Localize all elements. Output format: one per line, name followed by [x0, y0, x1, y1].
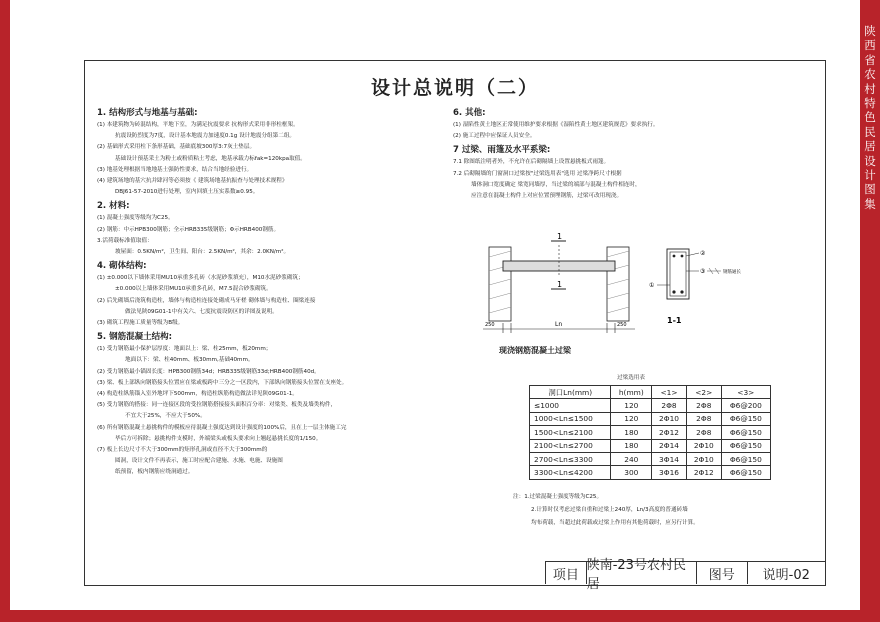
table-cell: 2Φ12 [652, 426, 687, 439]
lintel-table [529, 385, 771, 480]
paragraph-line: (1) 受力钢筋最小保护层厚度：地面以上：梁、柱25mm，板20mm； [97, 346, 272, 353]
left-support-dim: 250 [485, 322, 495, 328]
paragraph-line: 不宜大于25%，不应大于50%。 [125, 413, 206, 420]
paragraph-line: 纸预留，板内钢筋应绕洞通过。 [115, 469, 194, 476]
paragraph-line: 地面以下：梁、柱40mm、板30mm,基础40mm。 [125, 357, 254, 364]
paragraph-line: (1) 本建筑物为砖混结构，平地下室，为满足抗震要求 抗构形式采用非形柱框架。 [97, 122, 299, 128]
beam-caption: 现浇钢筋混凝土过梁 [499, 346, 571, 355]
wall-hatch [707, 268, 721, 274]
drawing-frame [84, 60, 826, 592]
table-header-cell: <1> [652, 386, 687, 399]
side-title [860, 24, 880, 211]
right-support-dim: 250 [617, 322, 627, 328]
side-title-char: 色 [864, 110, 876, 125]
left-column [97, 105, 437, 479]
section-heading: 6. 其他: [453, 108, 486, 118]
paragraph-line: 毕后方可拆除；悬挑构件支模时，外端梁头或板头要求向上翘起悬挑长度的1/150。 [115, 435, 322, 442]
table-header-cell: <3> [721, 386, 770, 399]
drawing-number: 说明-02 [748, 562, 826, 584]
detail-caption: 1-1 [667, 316, 682, 325]
section-heading: 7 过梁、雨篷及水平系梁: [453, 145, 551, 156]
table-cell: 2Φ14 [652, 439, 687, 452]
paragraph-line: 7.2 后砌隔墙的门窗洞口过梁按"过梁选用表"选用 过梁净跨尺寸根据 [453, 170, 622, 177]
table-cell: 1500<Ln≤2100 [530, 426, 611, 439]
side-title-char: 村 [864, 81, 876, 96]
table-caption: 过梁选用表 [617, 375, 645, 381]
bar-label-2: ② [700, 250, 706, 257]
bar-label-3: ③ [700, 268, 706, 275]
paragraph-line: (1) 湿陷性黄土地区正常使用维护要求根据《湿陷性黄土地区建筑规范》要求执行。 [453, 122, 659, 128]
section-detail-drawing [637, 241, 757, 331]
paragraph-line: (5) 受力钢筋的搭接：同一连接区段的受拉钢筋搭接接头面积百分率：对梁类、板类及墙类构件， [97, 402, 337, 409]
table-cell: 2Φ8 [652, 399, 687, 412]
paragraph-line: DBJ61-57-2010进行处理，室内回填土压实系数≥0.95。 [115, 189, 259, 196]
table-row [530, 399, 771, 412]
beam-elevation-drawing [469, 221, 649, 341]
paragraph-line: 抗震设防烈度为7度，设计基本地震力加速度0.1g 设计地震分组第二组。 [115, 133, 296, 140]
table-cell: 3Φ14 [652, 452, 687, 465]
bottom-red-strip [10, 610, 860, 622]
bottom-bar [672, 290, 675, 293]
table-cell: 2700<Ln≤3300 [530, 452, 611, 465]
side-title-char: 农 [864, 67, 876, 82]
table-cell: 2Φ10 [686, 452, 721, 465]
table-cell: 2Φ12 [686, 466, 721, 479]
side-title-char: 省 [864, 52, 876, 67]
paragraph-line: (6) 所有钢筋混凝土悬挑构件的模板应待混凝土强度达到设计强度的100%后，且在上一层主体施工完 [97, 424, 347, 431]
table-cell: 180 [611, 426, 652, 439]
paragraph-line: 应注意在混凝土构件上对应位置预埋钢筋，过梁可改用现浇。 [471, 193, 623, 200]
table-cell: 3Φ16 [652, 466, 687, 479]
table-row [530, 452, 771, 465]
table-cell: Φ6@150 [721, 426, 770, 439]
side-title-char: 设 [864, 153, 876, 168]
wall-hatch-left [489, 251, 511, 313]
paragraph-line: 做法见陕09G01-1中有关六、七度抗震设防区的详图及说明。 [125, 308, 278, 315]
project-label: 项目 [546, 562, 587, 584]
table-cell: Φ6@150 [721, 452, 770, 465]
paragraph-line: (4) 构造柱纵筋锚入室外地坪下500mm，构造柱纵筋构造做法详见陕09G01-1。 [97, 391, 298, 398]
note-line: 均布荷载，当超过此荷载或过梁上作用有其他荷载时，应另行计算。 [531, 520, 699, 526]
table-cell: ≤1000 [530, 399, 611, 412]
paragraph-line: 基础设计预基采土为粉土或粉质粘土考虑，地基承载力标fak=120kpa取值。 [115, 155, 306, 162]
section-heading: 2. 材料: [97, 201, 130, 212]
table-cell: Φ6@150 [721, 466, 770, 479]
table-row [530, 466, 771, 479]
bottom-bar [680, 290, 683, 293]
bar-label-1: ① [649, 282, 655, 289]
project-name: 陕南-23号农村民居 [587, 562, 697, 584]
side-title-char: 特 [864, 96, 876, 111]
table-cell: 3300<Ln≤4200 [530, 466, 611, 479]
right-red-strip [860, 0, 880, 622]
table-header-cell: 洞口Ln(mm) [530, 386, 611, 399]
side-title-char: 西 [864, 38, 876, 53]
paragraph-line: 坡屋面：0.5KN/m²，卫生间、阳台：2.5KN/m²，其余：2.0KN/m²。 [115, 249, 290, 256]
paragraph-line: (7) 板上长边尺寸不大于300mm的矩形孔洞或直径不大于300mm的 [97, 447, 268, 454]
continuous-bar-note: 钢筋通长 [723, 270, 741, 275]
table-cell: 2Φ10 [652, 412, 687, 425]
table-cell: 300 [611, 466, 652, 479]
table-cell: 2100<Ln≤2700 [530, 439, 611, 452]
title-block [545, 558, 826, 592]
table-cell: 2Φ8 [686, 426, 721, 439]
table-cell: 120 [611, 412, 652, 425]
paragraph-line: ±0.000以上墙体采用MU10承重多孔砖，M7.5混合砂浆砌筑。 [115, 286, 272, 293]
paragraph-line: (2) 受力钢筋最小锚固长度：HPB300钢筋34d；HRB335级钢筋33d;HRB400钢筋40d。 [97, 368, 320, 375]
table-cell: 2Φ10 [686, 439, 721, 452]
side-title-char: 居 [864, 139, 876, 154]
paragraph-line: (2) 基础形式采用柱下条形基础，基础底坡300厚3:7灰土垫层。 [97, 144, 256, 151]
top-bar [681, 255, 684, 258]
table-row [530, 426, 771, 439]
note-line: 注：1.过梁混凝土强度等级为C25。 [513, 494, 603, 500]
paragraph-line: (3) 砌筑工程施工质量等级为B级。 [97, 320, 184, 327]
table-cell: 240 [611, 452, 652, 465]
side-title-char: 集 [864, 196, 876, 211]
paragraph-line: 圆洞，设计文件不再表示，施工时应配合建施、水施、电施、设施图 [115, 458, 283, 465]
table-header-cell: <2> [686, 386, 721, 399]
table-row [530, 412, 771, 425]
paragraph-line: (1) ±0.000以下墙体采用MU10承重多孔砖（水泥砂浆填充），M10水泥砂浆砌筑； [97, 275, 304, 282]
paragraph-line: (4) 建筑场地的基穴抗并肆河等必须按《 建筑场地基抗振查与处理技术规程》 [97, 178, 288, 185]
table-cell: 2Φ8 [686, 399, 721, 412]
section-heading: 4. 砌体结构: [97, 261, 147, 272]
table-cell: 1000<Ln≤1500 [530, 412, 611, 425]
page-title: 设计总说明（二） [370, 77, 539, 99]
paragraph-line: (3) 地基处理根据当地地基土强防性要求，结合当地经验进行。 [97, 166, 253, 173]
side-title-char: 图 [864, 182, 876, 197]
paragraph-line: 墙体洞口宽度确定 梁宽同墙厚，当过梁的端部与混凝土构件相连时， [471, 181, 641, 188]
section-mark-bottom: 1 [557, 280, 563, 289]
section-heading: 5. 钢筋混凝土结构: [97, 332, 173, 343]
note-line: 2.计算时仅考虑过梁自重和过梁上240厚，Ln/3高度的普通砖墙 [531, 507, 688, 513]
span-dim: Ln [555, 321, 563, 328]
table-cell: 2Φ8 [686, 412, 721, 425]
wall-hatch-right [607, 251, 629, 313]
section-mark-top: 1 [557, 232, 563, 241]
table-row [530, 439, 771, 452]
paragraph-line: (3) 梁、板上部纵向钢筋接头位置应在梁或板跨中三分之一区段内，下部纵向钢筋接头位置在支座处。 [97, 379, 348, 386]
paragraph-line: (1) 混凝土强度等级均为C25。 [97, 215, 174, 222]
paragraph-line: 3.活荷载标准值取值： [97, 237, 153, 244]
side-title-char: 民 [864, 124, 876, 139]
table-cell: 180 [611, 439, 652, 452]
table-cell: Φ6@200 [721, 399, 770, 412]
table-cell: Φ6@150 [721, 412, 770, 425]
paragraph-line: 7.1 除图纸注明者外，不允许在后砌隔墙上设置悬挑板式雨篷。 [453, 159, 610, 166]
table-cell: 120 [611, 399, 652, 412]
paragraph-line: (2) 后先砌墙后浇筑构造柱，墙体与构造柱连接处砌成马牙槎 砌体墙与构造柱、圈梁连接 [97, 297, 316, 304]
paragraph-line: (2) 施工过程中应保证人员安全。 [453, 133, 536, 140]
top-bar [673, 255, 676, 258]
leader-line [686, 253, 699, 256]
right-column [453, 105, 753, 202]
section-heading: 1. 结构形式与地基与基础: [97, 108, 198, 118]
table-notes [513, 491, 813, 530]
paragraph-line: (2) 钢筋：中示HPB300钢筋；全示HRB335级钢筋；Φ示HRB400钢筋。 [97, 226, 280, 233]
side-title-char: 计 [864, 168, 876, 183]
left-red-strip [0, 0, 10, 622]
table-cell: Φ6@150 [721, 439, 770, 452]
stirrup [670, 252, 686, 296]
table-header-cell: h(mm) [611, 386, 652, 399]
side-title-char: 陕 [864, 24, 876, 38]
drawing-label: 图号 [697, 562, 748, 584]
